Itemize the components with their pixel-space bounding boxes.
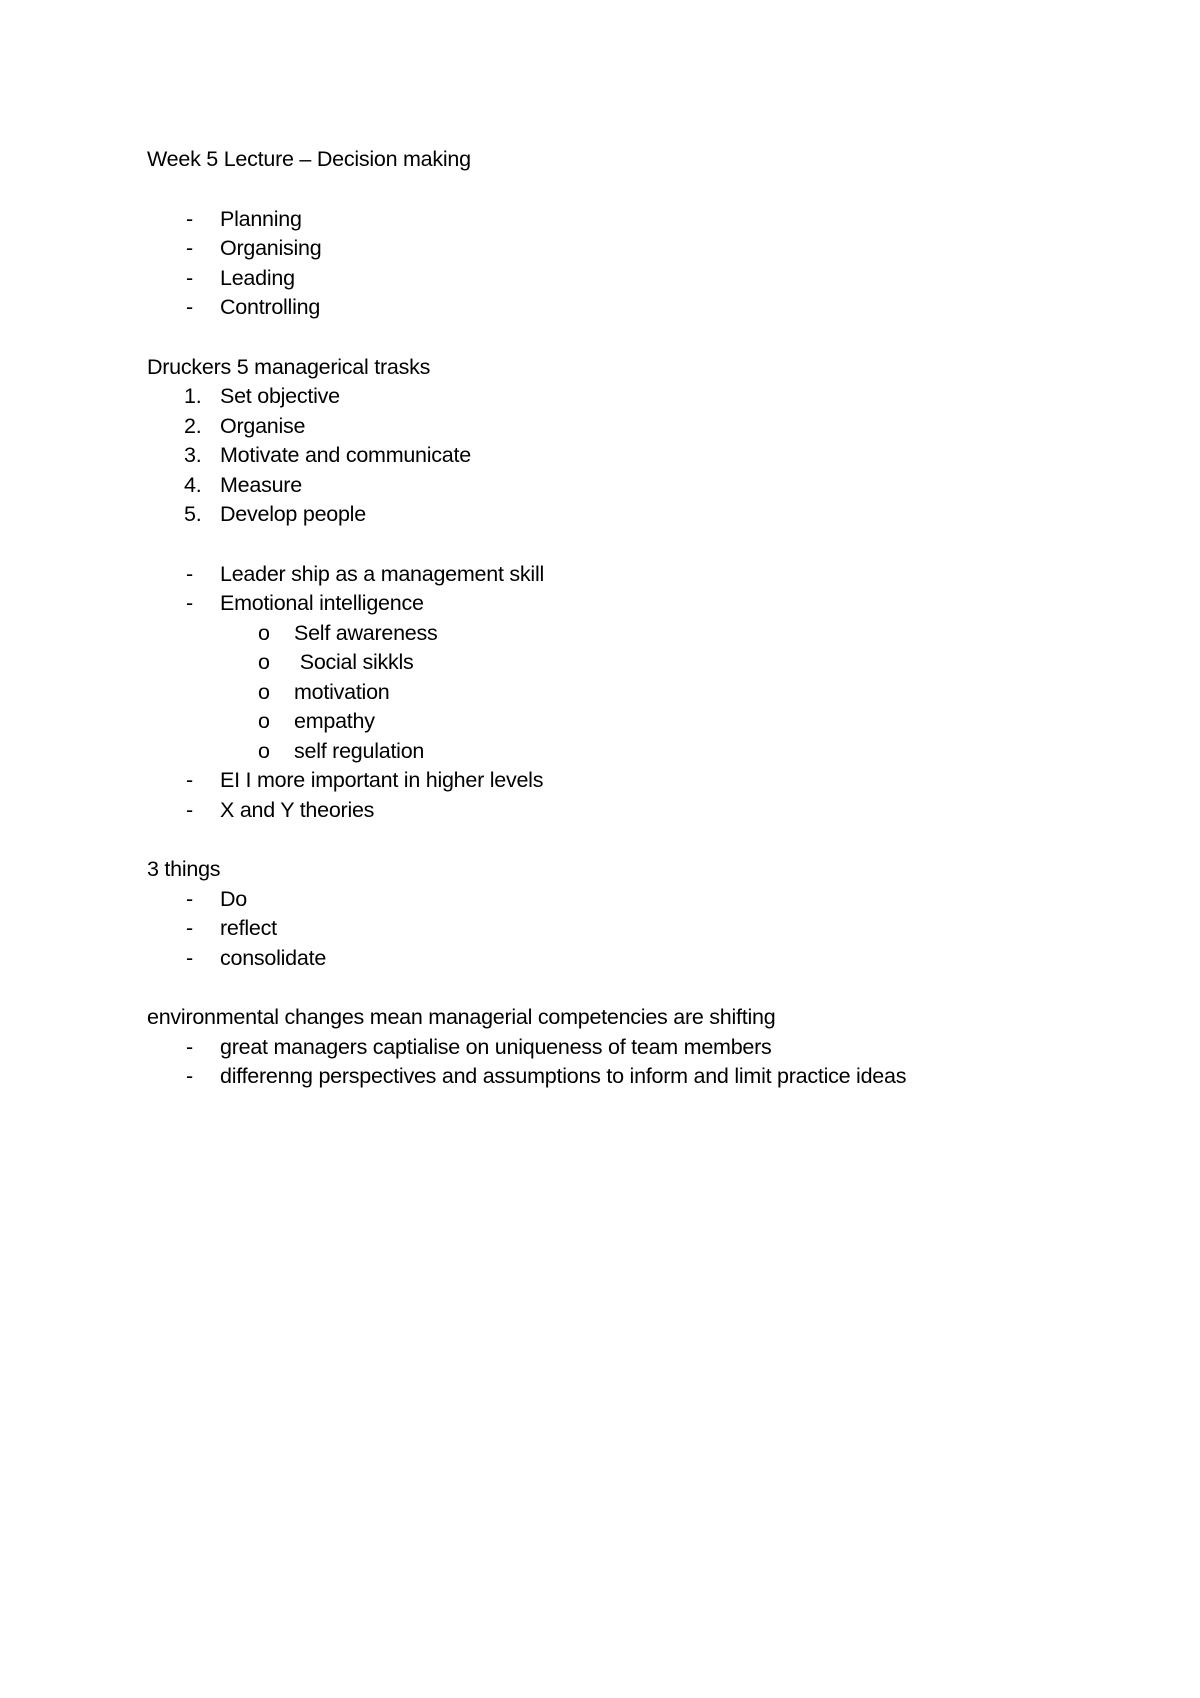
- three-things-list: [147, 885, 1107, 974]
- management-functions-list: [147, 205, 1107, 323]
- sub-list-item: [147, 678, 1107, 708]
- dash-marker: -: [186, 768, 193, 792]
- list-item-text: Organising: [220, 236, 322, 260]
- list-item: [147, 1062, 1107, 1092]
- list-item-text: Planning: [220, 206, 302, 231]
- druckers-tasks-list: [147, 382, 1107, 530]
- list-item: [147, 589, 1107, 619]
- sub-list-item: [147, 619, 1107, 649]
- dash-marker: -: [186, 886, 193, 911]
- list-item: [147, 264, 1107, 294]
- numbered-item: [147, 441, 1107, 471]
- document-title: Week 5 Lecture – Decision making: [147, 147, 471, 171]
- numbered-item-text: Set objective: [220, 384, 340, 408]
- circle-marker: o: [258, 679, 270, 704]
- environment-list: [147, 1033, 1107, 1092]
- number-marker: 2.: [184, 413, 202, 438]
- list-item: [147, 560, 1107, 590]
- druckers-heading: Druckers 5 managerical trasks: [147, 354, 431, 379]
- numbered-item: [147, 471, 1107, 501]
- list-item-text: Do: [220, 886, 247, 911]
- dash-marker: -: [186, 797, 193, 822]
- list-item: [147, 885, 1107, 915]
- sub-list-item-text: empathy: [294, 709, 375, 733]
- dash-marker: -: [186, 561, 193, 586]
- dash-marker: -: [186, 295, 193, 319]
- list-item: [147, 796, 1107, 826]
- dash-marker: -: [186, 265, 193, 290]
- document-body: [147, 145, 1107, 1092]
- sub-list-item: [147, 707, 1107, 737]
- list-item-text: EI I more important in higher levels: [220, 768, 544, 792]
- list-item: [147, 766, 1107, 796]
- list-item: [147, 1033, 1107, 1063]
- list-item-text: consolidate: [220, 945, 327, 970]
- circle-marker: o: [258, 650, 270, 674]
- circle-marker: o: [258, 709, 270, 733]
- numbered-item-text: Motivate and communicate: [220, 443, 471, 467]
- leadership-list: [147, 560, 1107, 826]
- sub-list-item-text: self regulation: [294, 738, 425, 763]
- number-marker: 1.: [184, 384, 202, 408]
- list-item-text: Emotional intelligence: [220, 591, 424, 615]
- list-item-text: reflect: [220, 916, 277, 940]
- list-item-text: Controlling: [220, 295, 321, 319]
- dash-marker: -: [186, 236, 193, 260]
- list-item-text: great managers captialise on uniqueness of team members: [220, 1034, 772, 1059]
- numbered-item: [147, 500, 1107, 530]
- list-item-text: Leading: [220, 265, 295, 290]
- circle-marker: o: [258, 620, 270, 645]
- dash-marker: -: [186, 945, 193, 970]
- sub-list-item-text: Self awareness: [294, 620, 438, 645]
- list-item: [147, 914, 1107, 944]
- dash-marker: -: [186, 1034, 193, 1059]
- dash-marker: -: [186, 1064, 193, 1088]
- sub-list-item: [147, 648, 1107, 678]
- sub-list-item: [147, 737, 1107, 767]
- list-item: [147, 293, 1107, 323]
- list-item: [147, 944, 1107, 974]
- list-item-text: X and Y theories: [220, 797, 375, 822]
- three-things-heading: 3 things: [147, 857, 221, 881]
- dash-marker: -: [186, 591, 193, 615]
- numbered-item-text: Organise: [220, 413, 306, 438]
- circle-marker: o: [258, 738, 270, 763]
- numbered-item-text: Develop people: [220, 502, 366, 526]
- numbered-item-text: Measure: [220, 472, 302, 497]
- spacer: [147, 530, 1107, 560]
- spacer: [147, 973, 1107, 1003]
- numbered-item: [147, 382, 1107, 412]
- list-item: [147, 234, 1107, 264]
- sub-list-item-text: Social sikkls: [294, 650, 414, 674]
- number-marker: 4.: [184, 472, 202, 497]
- environment-heading: environmental changes mean managerial competencies are shifting: [147, 1005, 776, 1029]
- number-marker: 5.: [184, 502, 202, 526]
- dash-marker: -: [186, 206, 193, 231]
- spacer: [147, 175, 1107, 205]
- spacer: [147, 825, 1107, 855]
- dash-marker: -: [186, 916, 193, 940]
- list-item-text: Leader ship as a management skill: [220, 561, 544, 586]
- numbered-item: [147, 412, 1107, 442]
- spacer: [147, 323, 1107, 353]
- number-marker: 3.: [184, 443, 202, 467]
- list-item: [147, 205, 1107, 235]
- list-item-text: differenng perspectives and assumptions to inform and limit practice ideas: [220, 1064, 907, 1088]
- sub-list-item-text: motivation: [294, 679, 390, 704]
